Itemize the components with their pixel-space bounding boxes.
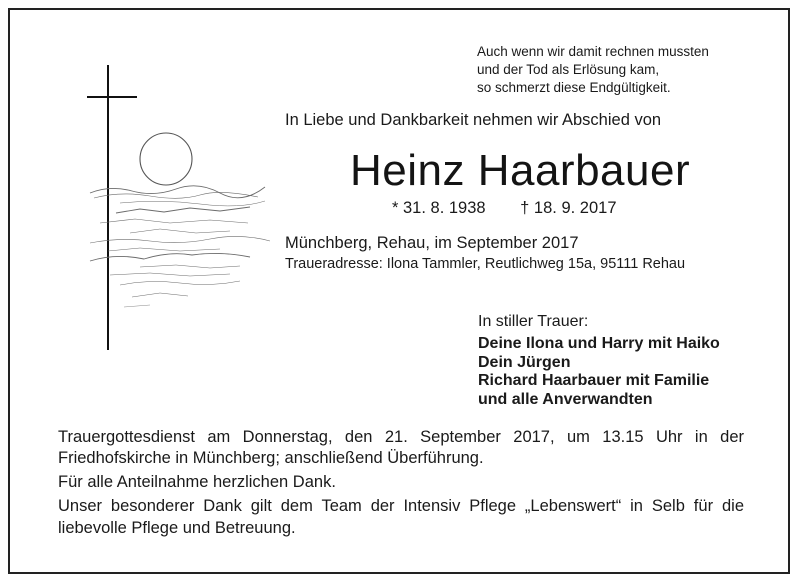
memorial-illustration (80, 65, 280, 355)
birth-date: * 31. 8. 1938 (392, 199, 486, 217)
life-dates (392, 199, 617, 218)
thanks-line-2: Unser besonderer Dank gilt dem Team der Intensiv Pflege „Lebenswert“ in Selb für die (58, 497, 744, 515)
mourner-line: Dein Jürgen (478, 353, 571, 371)
thanks-line-3: liebevolle Pflege und Betreuung. (58, 519, 296, 537)
mourning-address: Traueradresse: Ilona Tammler, Reutlichweg 15a, 95111 Rehau (285, 256, 686, 272)
quote-line: Auch wenn wir damit rechnen mussten (477, 44, 709, 59)
farewell-intro: In Liebe und Dankbarkeit nehmen wir Abschied von (285, 111, 662, 129)
mourner-line: Deine Ilona und Harry mit Haiko (478, 335, 720, 352)
mourner-line: Richard Haarbauer mit Familie (478, 372, 710, 389)
quote-line: so schmerzt diese Endgültigkeit. (477, 80, 671, 95)
deceased-name: Heinz Haarbauer (350, 146, 691, 195)
service-info-line-1: Trauergottesdienst am Donnerstag, den 21. September 2017, um 13.15 Uhr in der (58, 428, 744, 446)
place-date: Münchberg, Rehau, im September 2017 (285, 234, 579, 252)
service-info-line-2: Friedhofskirche in Münchberg; anschließend Überführung. (58, 449, 484, 467)
thanks-line-1: Für alle Anteilnahme herzlichen Dank. (58, 473, 336, 491)
mourners-intro: In stiller Trauer: (478, 313, 589, 330)
quote-line: und der Tod als Erlösung kam, (477, 62, 660, 77)
mourner-line: und alle Anverwandten (478, 390, 653, 408)
quote-block (477, 43, 709, 97)
sunset-landscape-sketch (90, 133, 270, 307)
cross-icon (87, 65, 137, 350)
death-date: † 18. 9. 2017 (520, 199, 617, 217)
mourners-list (478, 335, 720, 409)
